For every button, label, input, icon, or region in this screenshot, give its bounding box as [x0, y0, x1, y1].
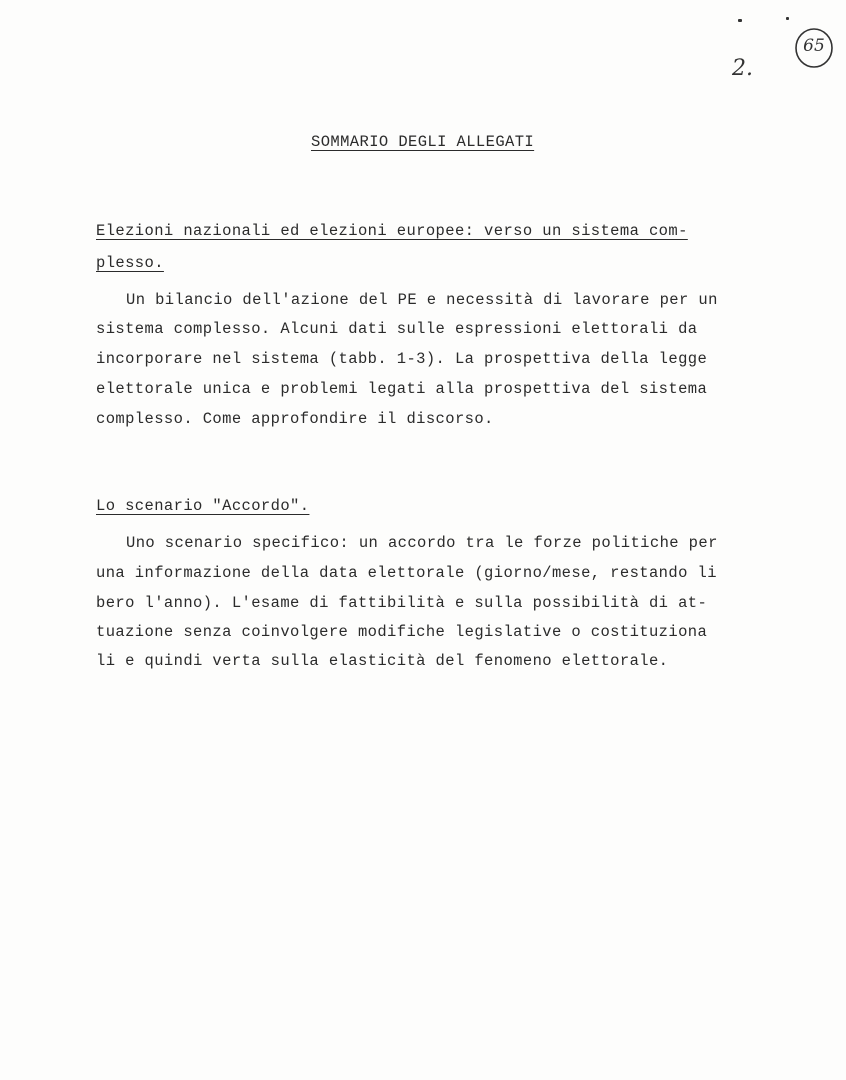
handwritten-page-number: 2.	[732, 56, 753, 81]
section-1-body-line-2: sistema complesso. Alcuni dati sulle espressioni elettorali da	[96, 320, 698, 338]
section-2-body-line-4: tuazione senza coinvolgere modifiche legislative o costituziona	[96, 623, 708, 641]
section-2-body-line-3: bero l'anno). L'esame di fattibilità e sulla possibilità di at-	[96, 594, 708, 612]
folio-number: 65	[803, 36, 825, 56]
scan-mark	[738, 19, 742, 22]
section-1-body-line-1: Un bilancio dell'azione del PE e necessità di lavorare per un	[126, 291, 718, 309]
section-1-heading-line-1: Elezioni nazionali ed elezioni europee: verso un sistema com-	[96, 222, 688, 240]
section-1-heading-line-2: plesso.	[96, 254, 164, 272]
section-1-body-line-5: complesso. Come approfondire il discorso.	[96, 410, 494, 428]
section-2-body-line-1: Uno scenario specifico: un accordo tra le forze politiche per	[126, 534, 718, 552]
circled-folio-stamp	[794, 27, 834, 69]
section-1-body-line-4: elettorale unica e problemi legati alla prospettiva del sistema	[96, 380, 708, 398]
section-2-body-line-2: una informazione della data elettorale (giorno/mese, restando li	[96, 564, 717, 582]
section-2-heading: Lo scenario "Accordo".	[96, 497, 310, 515]
section-2-body-line-5: li e quindi verta sulla elasticità del fenomeno elettorale.	[96, 652, 669, 670]
scan-mark	[786, 17, 789, 20]
document-title: SOMMARIO DEGLI ALLEGATI	[311, 133, 535, 151]
section-1-body-line-3: incorporare nel sistema (tabb. 1-3). La prospettiva della legge	[96, 350, 708, 368]
